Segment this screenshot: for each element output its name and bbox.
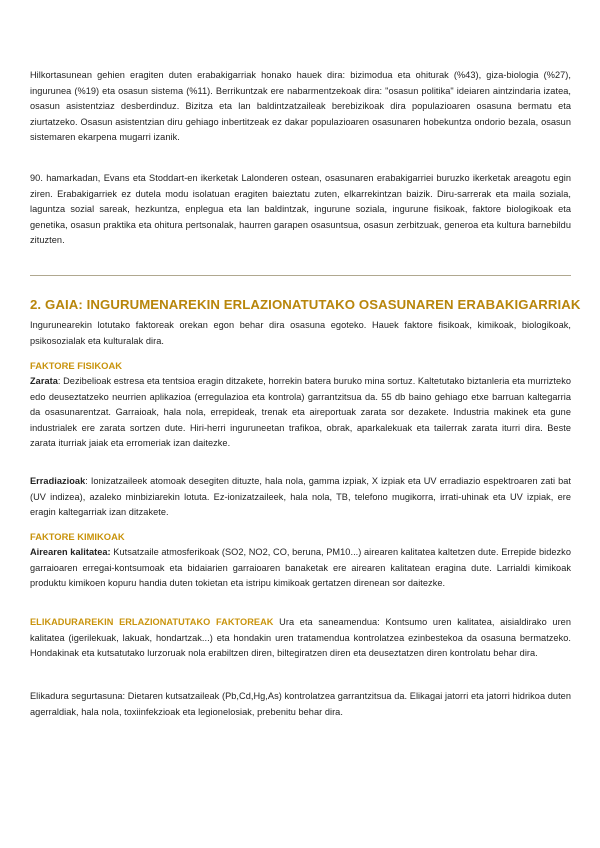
section-heading: 2. GAIA: INGURUMENAREKIN ERLAZIONATUTAKO OSASUNAREN ERABAKIGARRIAK [30, 297, 581, 312]
air-quality-paragraph [30, 545, 571, 592]
noise-label: Zarata [30, 376, 58, 386]
air-quality-text: Kutsatzaile atmosferikoak (SO2, NO2, CO, beruna, PM10...) airearen kalitatea kaltetzen dute. Errepide bidezko garraioaren erregai-kontsumoak eta bidaiarien garraioaren banaketak ere airearen kalitatean eragina dute. Larrialdi kimikoak produktu kimikoen kopuru handia duten tokietan eta istripu kimikoak gertatzen direnean sor daitezke. [30, 547, 571, 589]
food-factors-label: ELIKADURAREKIN ERLAZIONATUTAKO FAKTOREAK [30, 617, 274, 627]
food-factors-paragraph [30, 615, 571, 662]
radiation-paragraph [30, 474, 571, 521]
radiation-text: : Ionizatzaileek atomoak desegiten dituzte, hala nola, gamma izpiak, X izpiak eta UV erradiazio espektroaren zati bat (UV indizea), azaleko minbiziarekin lotuta. Ez-ionizatzaileek, hala nola, TB, telefono mugikorra, irrati-uhinak eta UV izpiak, ere eragin kaltegarriak izan ditzakete. [30, 476, 571, 518]
chemical-factors-title: FAKTORE KIMIKOAK [30, 531, 125, 542]
physical-factors-title: FAKTORE FISIKOAK [30, 360, 123, 371]
section-intro: Ingurunearekin lotutako faktoreak orekan egon behar dira osasuna egoteko. Hauek faktore fisikoak, kimikoak, biologikoak, psikosozialak eta kulturalak dira. [30, 320, 571, 346]
intro-paragraph-1: Hilkortasunean gehien eragiten duten erabakigarriak honako hauek dira: bizimodua eta ohiturak (%43), giza-biologia (%27), ingurunea (%19) eta osasun sistema (%11). Berrikuntzak ere nabarmentzekoak dira: "osasun politika" ideiaren aintzindaria izatea, osasun asistentziaz desberdinduz. Bizitza eta lan baldintzatzaileak berebizikoak dira populazioaren osasuna bermatu eta ziurtatzeko. Osasun asistentzian diru gehiago inbertitzeak ez dakar populazioaren osasunaren hobekuntza ondorio bezala, osasun sistemaren ekarpena mugarri izanik. [30, 70, 571, 143]
noise-paragraph [30, 374, 571, 452]
food-factors-text: Ura eta saneamendua: Kontsumo uren kalitatea, aisialdirako uren kalitatea (igerilekuak, lakuak, hondartzak...) eta hondakin uren tratamendua kontrolatzea ezinbestekoa da osasuna bermatzeko. Hondakinak eta kutsatutako lurzoruak nola erabiltzen diren, biltegiratzen diren eta deuseztatzen diren kontrolatu behar dira. [30, 617, 572, 659]
intro-paragraph-2: 90. hamarkadan, Evans eta Stoddart-en ikerketak Lalonderen ostean, osasunaren erabakigarriei buruzko ikerketak areagotu egin ziren. Erabakigarriek ez dutela modu isolatuan eragiten baieztatu zuten, elkarrekintzan baizik. Diru-sarrerak eta maila soziala, laguntza sozial sareak, hezkuntza, enplegua eta lan baldintzak, ingurune soziala, ingurune fisikoak, faktore biologikoak eta genetika, osasun praktika eta ohitura pertsonalak, haurren garapen osasuntsua, osasun zerbitzuak, generoa eta kultura barnebildu zituzten. [30, 173, 571, 246]
food-safety-paragraph: Elikadura segurtasuna: Dietaren kutsatzaileak (Pb,Cd,Hg,As) kontrolatzea garrantzitsua da. Elikagai jatorri eta jatorri hidrikoa duten agerraldiak, hala nola, toxiinfekzioak eta legionelosiak, prebenitu behar dira. [30, 691, 571, 717]
air-quality-label: Airearen kalitatea: [30, 547, 111, 557]
radiation-label: Erradiazioak [30, 476, 86, 486]
section-divider [30, 275, 571, 276]
noise-text: : Dezibelioak estresa eta tentsioa eragin ditzakete, horrekin batera buruko mina sortuz. Kaltetutako biztanleria eta murrizteko edo deuseztatzeko neurrien aplikazioa (erregulazioa eta kontrola) garrantzitsua da. 55 db baino gehiago etxe barruan kaltegarria da osasunarentzat. Garraioak, hala nola, errepideak, trenak eta aireportuak zarata sor dezakete. Industria makinek eta gune industrialek ere zarata sortzen dute. Hiri-herri inguruneetan trafikoa, obrak, aparkalekuak eta tailerrak zarata iturri dira. Beste zarata iturriak jaiak eta erromeriak izan daitezke. [30, 376, 571, 449]
